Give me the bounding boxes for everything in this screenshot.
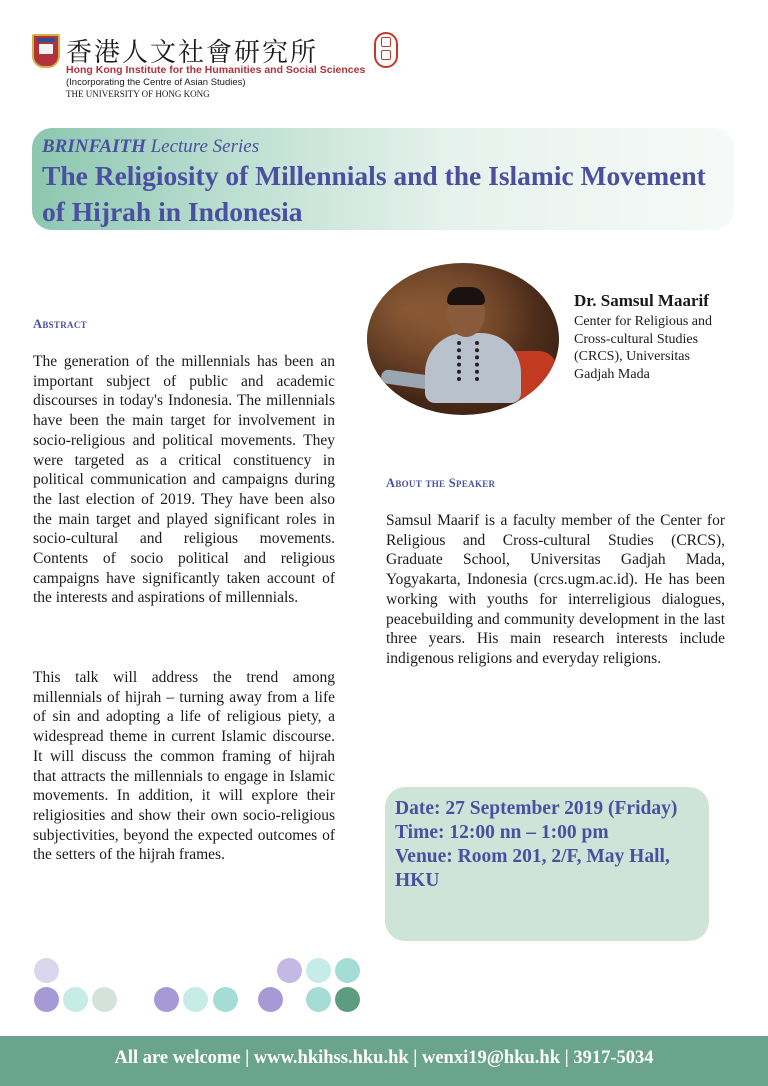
decorative-dot bbox=[335, 987, 360, 1012]
lecture-title: The Religiosity of Millennials and the Islamic Movement of Hijrah in Indonesia bbox=[42, 160, 706, 227]
abstract-paragraph-2: This talk will address the trend among millennials of hijrah – turning away from a life of sin and adopting a life of religious piety, a widespread theme in current Islamic discourse. It will discuss the common framing of hijrah that attracts the millennials to engage in Islamic movements. In addition, it will explore their religiosities and show their own socio-religious subjectivities, beyond the expected outcomes of the setters of the hijrah frames. bbox=[33, 669, 335, 864]
hku-crest-icon bbox=[32, 34, 60, 68]
institute-english-name: Hong Kong Institute for the Humanities and Social Sciences bbox=[66, 64, 366, 76]
decorative-dot bbox=[306, 958, 331, 983]
decorative-dot bbox=[335, 958, 360, 983]
abstract-heading: Abstract bbox=[33, 317, 87, 331]
about-speaker-heading: About the Speaker bbox=[386, 476, 496, 490]
abstract-paragraph-1: The generation of the millennials has been an important subject of public and academic discourses in today's Indonesia. The millennials have been the main target for involvement in socio-religious and political movements. They were targeted as a critical constituency in political communication and campaigns during the last election of 2019. They have been also the main target and played significant roles in socio-cultural and religious movements. Contents of socio political and religious campaigns have significantly taken account of the interests and aspirations of millennials. bbox=[33, 353, 335, 607]
series-suffix: Lecture Series bbox=[145, 136, 260, 157]
university-name: THE UNIVERSITY OF HONG KONG bbox=[66, 89, 210, 99]
event-time: Time: 12:00 nn – 1:00 pm bbox=[395, 822, 609, 843]
speaker-photo bbox=[367, 263, 559, 415]
decorative-dot bbox=[213, 987, 238, 1012]
institute-seal-icon bbox=[374, 32, 398, 68]
lecture-series bbox=[42, 136, 259, 158]
series-name: BRINFAITH bbox=[42, 136, 146, 157]
about-speaker-text: Samsul Maarif is a faculty member of the Center for Religious and Cross-cultural Studies (CRCS), Graduate School, Universitas Gadjah Mada, Yogyakarta, Indonesia (crcs.ugm.ac.id). He has been working with youths for interreligious dialogues, peacebuilding and community development in the last three years. His main research interests include indigenous religions and everyday religions. bbox=[386, 512, 725, 667]
event-venue-line-2: HKU bbox=[395, 870, 440, 891]
decorative-dot bbox=[306, 987, 331, 1012]
decorative-dot bbox=[34, 958, 59, 983]
decorative-dot bbox=[63, 987, 88, 1012]
decorative-dot bbox=[34, 987, 59, 1012]
footer-contact: All are welcome | www.hkihss.hku.hk | wenxi19@hku.hk | 3917-5034 bbox=[114, 1048, 654, 1068]
decorative-dot bbox=[277, 958, 302, 983]
event-date: Date: 27 September 2019 (Friday) bbox=[395, 798, 678, 819]
institute-incorporating: (Incorporating the Centre of Asian Studies) bbox=[66, 77, 246, 88]
speaker-name: Dr. Samsul Maarif bbox=[574, 291, 709, 310]
decorative-dot bbox=[154, 987, 179, 1012]
event-venue: Venue: Room 201, 2/F, May Hall, bbox=[395, 846, 670, 867]
institute-chinese-name: 香港人文社會研究所 bbox=[66, 38, 319, 68]
decorative-dot bbox=[258, 987, 283, 1012]
decorative-dot bbox=[183, 987, 208, 1012]
decorative-dot bbox=[92, 987, 117, 1012]
speaker-affiliation: Center for Religious and Cross-cultural Studies (CRCS), Universitas Gadjah Mada bbox=[574, 314, 713, 382]
